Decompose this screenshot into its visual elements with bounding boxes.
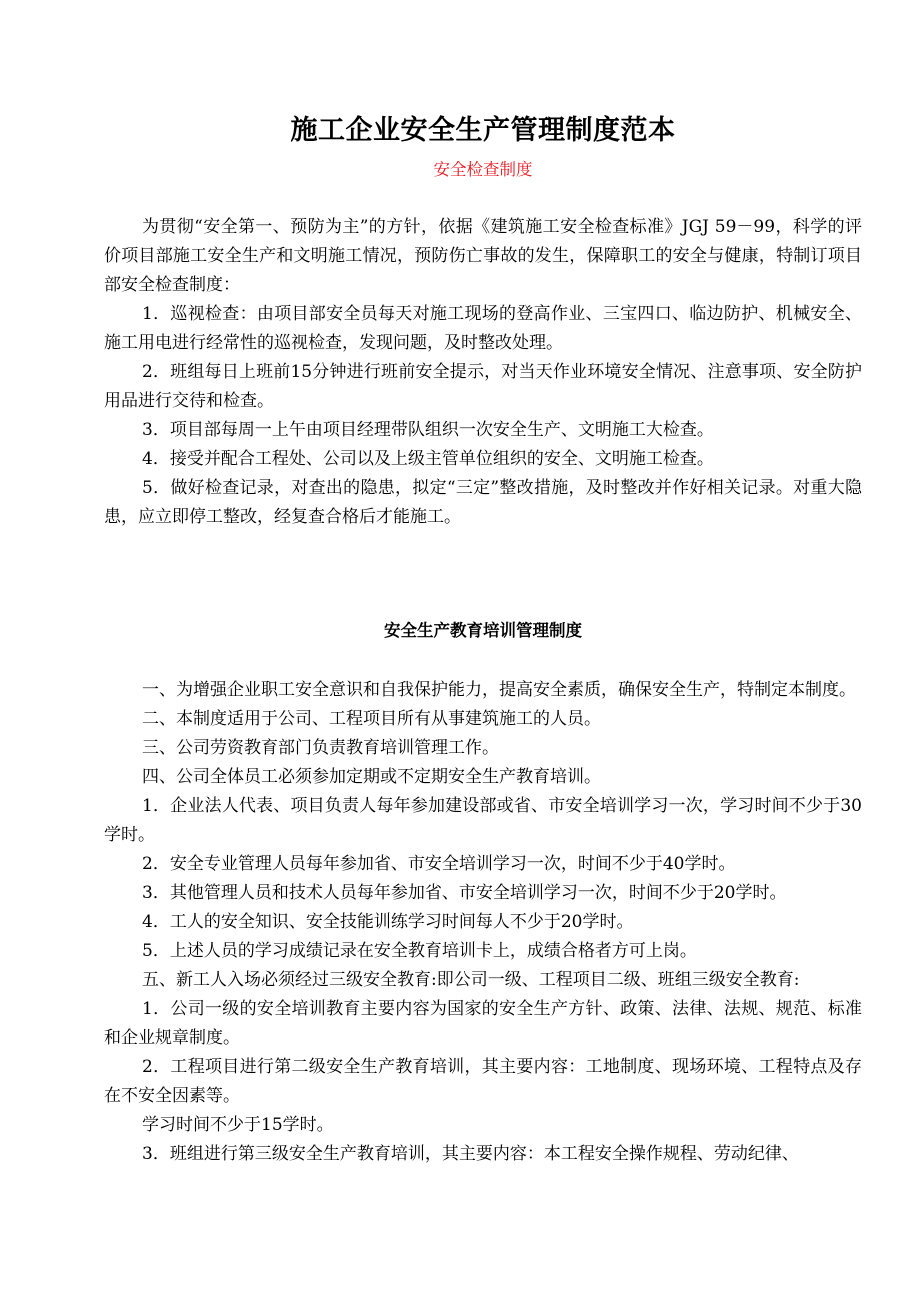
paragraph: 学习时间不少于15学时。 <box>142 1115 334 1135</box>
paragraph: 5．上述人员的学习成绩记录在安全教育培训卡上，成绩合格者方可上岗。 <box>142 941 697 961</box>
section-body-education-training <box>104 676 862 1169</box>
paragraph: 3．班组进行第三级安全生产教育培训，其主要内容：本工程安全操作规程、劳动纪律、 <box>142 1144 799 1164</box>
paragraph: 四、公司全体员工必须参加定期或不定期安全生产教育培训。 <box>142 767 601 787</box>
paragraph: 1．企业法人代表、项目负责人每年参加建设部或省、市安全培训学习一次，学习时间不少于30学时。 <box>104 796 862 845</box>
paragraph: 3．项目部每周一上午由项目经理带队组织一次安全生产、文明施工大检查。 <box>142 420 714 440</box>
paragraph: 3．其他管理人员和技术人员每年参加省、市安全培训学习一次，时间不少于20学时。 <box>142 883 787 903</box>
section-body-safety-inspection <box>104 213 862 532</box>
paragraph: 1．巡视检查：由项目部安全员每天对施工现场的登高作业、三宝四口、临边防护、机械安全、施工用电进行经常性的巡视检查，发现问题，及时整改处理。 <box>104 304 862 353</box>
section-heading-safety-inspection: 安全检查制度 <box>433 160 533 179</box>
paragraph: 二、本制度适用于公司、工程项目所有从事建筑施工的人员。 <box>142 709 601 729</box>
document-title: 施工企业安全生产管理制度范本 <box>290 115 676 146</box>
paragraph: 4．接受并配合工程处、公司以及上级主管单位组织的安全、文明施工检查。 <box>142 449 714 469</box>
paragraph: 5．做好检查记录，对查出的隐患，拟定“三定”整改措施，及时整改并作好相关记录。对重大隐患，应立即停工整改，经复查合格后才能施工。 <box>104 478 862 527</box>
paragraph: 1．公司一级的安全培训教育主要内容为国家的安全生产方针、政策、法律、法规、规范、标准和企业规章制度。 <box>104 999 862 1048</box>
paragraph: 2．安全专业管理人员每年参加省、市安全培训学习一次，时间不少于40学时。 <box>142 854 736 874</box>
paragraph: 为贯彻“安全第一、预防为主”的方针，依据《建筑施工安全检查标准》JGJ 59－99，科学的评价项目部施工安全生产和文明施工情况，预防伤亡事故的发生，保障职工的安全与健康，特制订项目部安全检查制度： <box>104 217 862 295</box>
paragraph: 一、为增强企业职工安全意识和自我保护能力，提高安全素质，确保安全生产，特制定本制度。 <box>142 680 856 700</box>
paragraph: 2．班组每日上班前15分钟进行班前安全提示，对当天作业环境安全情况、注意事项、安全防护用品进行交待和检查。 <box>104 362 862 411</box>
paragraph: 4．工人的安全知识、安全技能训练学习时间每人不少于20学时。 <box>142 912 634 932</box>
paragraph: 2．工程项目进行第二级安全生产教育培训，其主要内容：工地制度、现场环境、工程特点及存在不安全因素等。 <box>104 1057 862 1106</box>
paragraph: 五、新工人入场必须经过三级安全教育:即公司一级、工程项目二级、班组三级安全教育: <box>142 970 800 990</box>
paragraph: 三、公司劳资教育部门负责教育培训管理工作。 <box>142 738 499 758</box>
section-heading-education-training: 安全生产教育培训管理制度 <box>384 621 582 640</box>
